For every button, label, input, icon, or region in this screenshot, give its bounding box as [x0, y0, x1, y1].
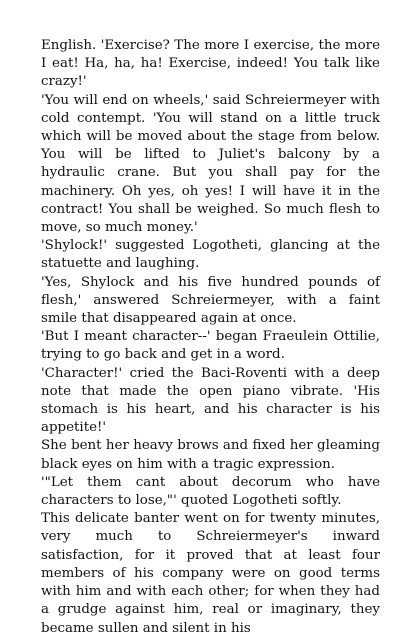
paragraph: 'You will end on wheels,' said Schreiermeyer with cold contempt. 'You will stand on a little truck which will be moved about the stage from below. You will be lifted to Juliet's balcony by a hydraulic crane. But you shall pay for the machinery. Oh yes, oh yes! I will have it in the contract! You shall be weighed. So much flesh to move, so much money.' [41, 92, 380, 236]
paragraph: She bent her heavy brows and fixed her gleaming black eyes on him with a tragic expression. [41, 438, 380, 472]
paragraph: 'Character!' cried the Baci-Roventi with a deep note that made the open piano vibrate. 'His stomach is his heart, and his character is his appetite!' [41, 365, 380, 436]
paragraph: 'But I meant character--' began Fraeulein Ottilie, trying to go back and get in a word. [41, 329, 380, 363]
paragraph: 'Yes, Shylock and his five hundred pounds of flesh,' answered Schreiermeyer, with a faint smile that disappeared again at once. [41, 274, 380, 327]
book-page-text [41, 37, 380, 638]
paragraph: English. 'Exercise? The more I exercise, the more I eat! Ha, ha, ha! Exercise, indeed! You talk like crazy!' [41, 38, 380, 90]
paragraph: This delicate banter went on for twenty minutes, very much to Schreiermeyer's inward satisfaction, for it proved that at least four members of his company were on good terms with him and with each other; for when they had a grudge against him, real or imaginary, they became sullen and silent in his [41, 511, 380, 636]
paragraph: 'Shylock!' suggested Logotheti, glancing at the statuette and laughing. [41, 238, 380, 272]
paragraph: '"Let them cant about decorum who have characters to lose,"' quoted Logotheti softly. [41, 474, 380, 509]
